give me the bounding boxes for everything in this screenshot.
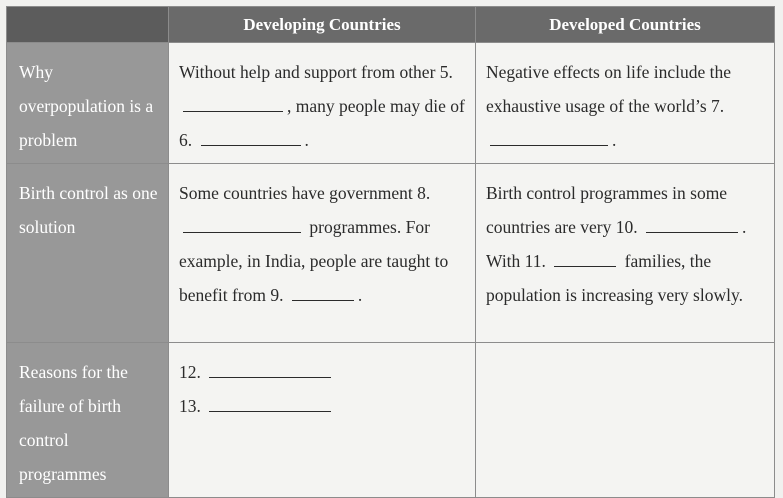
row-label-birth-control (7, 164, 169, 343)
row-label-text: Reasons for the failure of birth control programmes (19, 362, 128, 484)
table-row (7, 164, 775, 343)
blank-12[interactable] (209, 376, 331, 378)
item-number: 13. (179, 396, 201, 416)
blank-10[interactable] (646, 231, 738, 233)
cell-text: . (304, 130, 309, 150)
cell-developed-row1 (476, 43, 775, 164)
row-label-text: Why overpopulation is a problem (19, 62, 154, 150)
row-label-why-overpopulation (7, 43, 169, 164)
row-label-text: Birth control as one solution (19, 183, 158, 237)
blank-11[interactable] (554, 265, 616, 267)
blank-9[interactable] (292, 299, 354, 301)
item-number: 12. (179, 362, 201, 382)
cell-text: Some countries have government 8. (179, 183, 431, 203)
cell-text: , many people may die of 6. (179, 96, 465, 150)
cell-developing-row3 (169, 343, 476, 498)
blank-5[interactable] (183, 110, 283, 112)
table-row (7, 43, 775, 164)
header-developed-countries: Developed Countries (476, 7, 775, 43)
cell-text: families, the population is increasing very slowly. (486, 251, 743, 305)
cell-developed-row3 (476, 343, 775, 498)
item-13 (179, 389, 465, 423)
cell-text: Birth control programmes in some countries are very 10. (486, 183, 728, 237)
blank-6[interactable] (201, 144, 301, 146)
blank-13[interactable] (209, 410, 331, 412)
cell-text: Negative effects on life include the exhaustive usage of the world’s 7. (486, 62, 732, 116)
cell-text: . (612, 130, 617, 150)
table-row (7, 343, 775, 498)
cell-text: programmes. For example, in India, people are taught to benefit from 9. (179, 217, 449, 305)
blank-7[interactable] (490, 144, 608, 146)
header-developing-countries: Developing Countries (169, 7, 476, 43)
cell-text: . With 11. (486, 217, 747, 271)
header-blank-cell (7, 7, 169, 43)
overpopulation-table (6, 6, 775, 498)
cell-text: . (357, 285, 363, 305)
cell-developing-row1 (169, 43, 476, 164)
header-row (7, 7, 775, 43)
row-label-reasons-failure (7, 343, 169, 498)
item-12 (179, 355, 465, 389)
cell-text: Without help and support from other 5. (179, 62, 453, 82)
cell-developed-row2 (476, 164, 775, 343)
blank-8[interactable] (183, 231, 301, 233)
cell-developing-row2 (169, 164, 476, 343)
